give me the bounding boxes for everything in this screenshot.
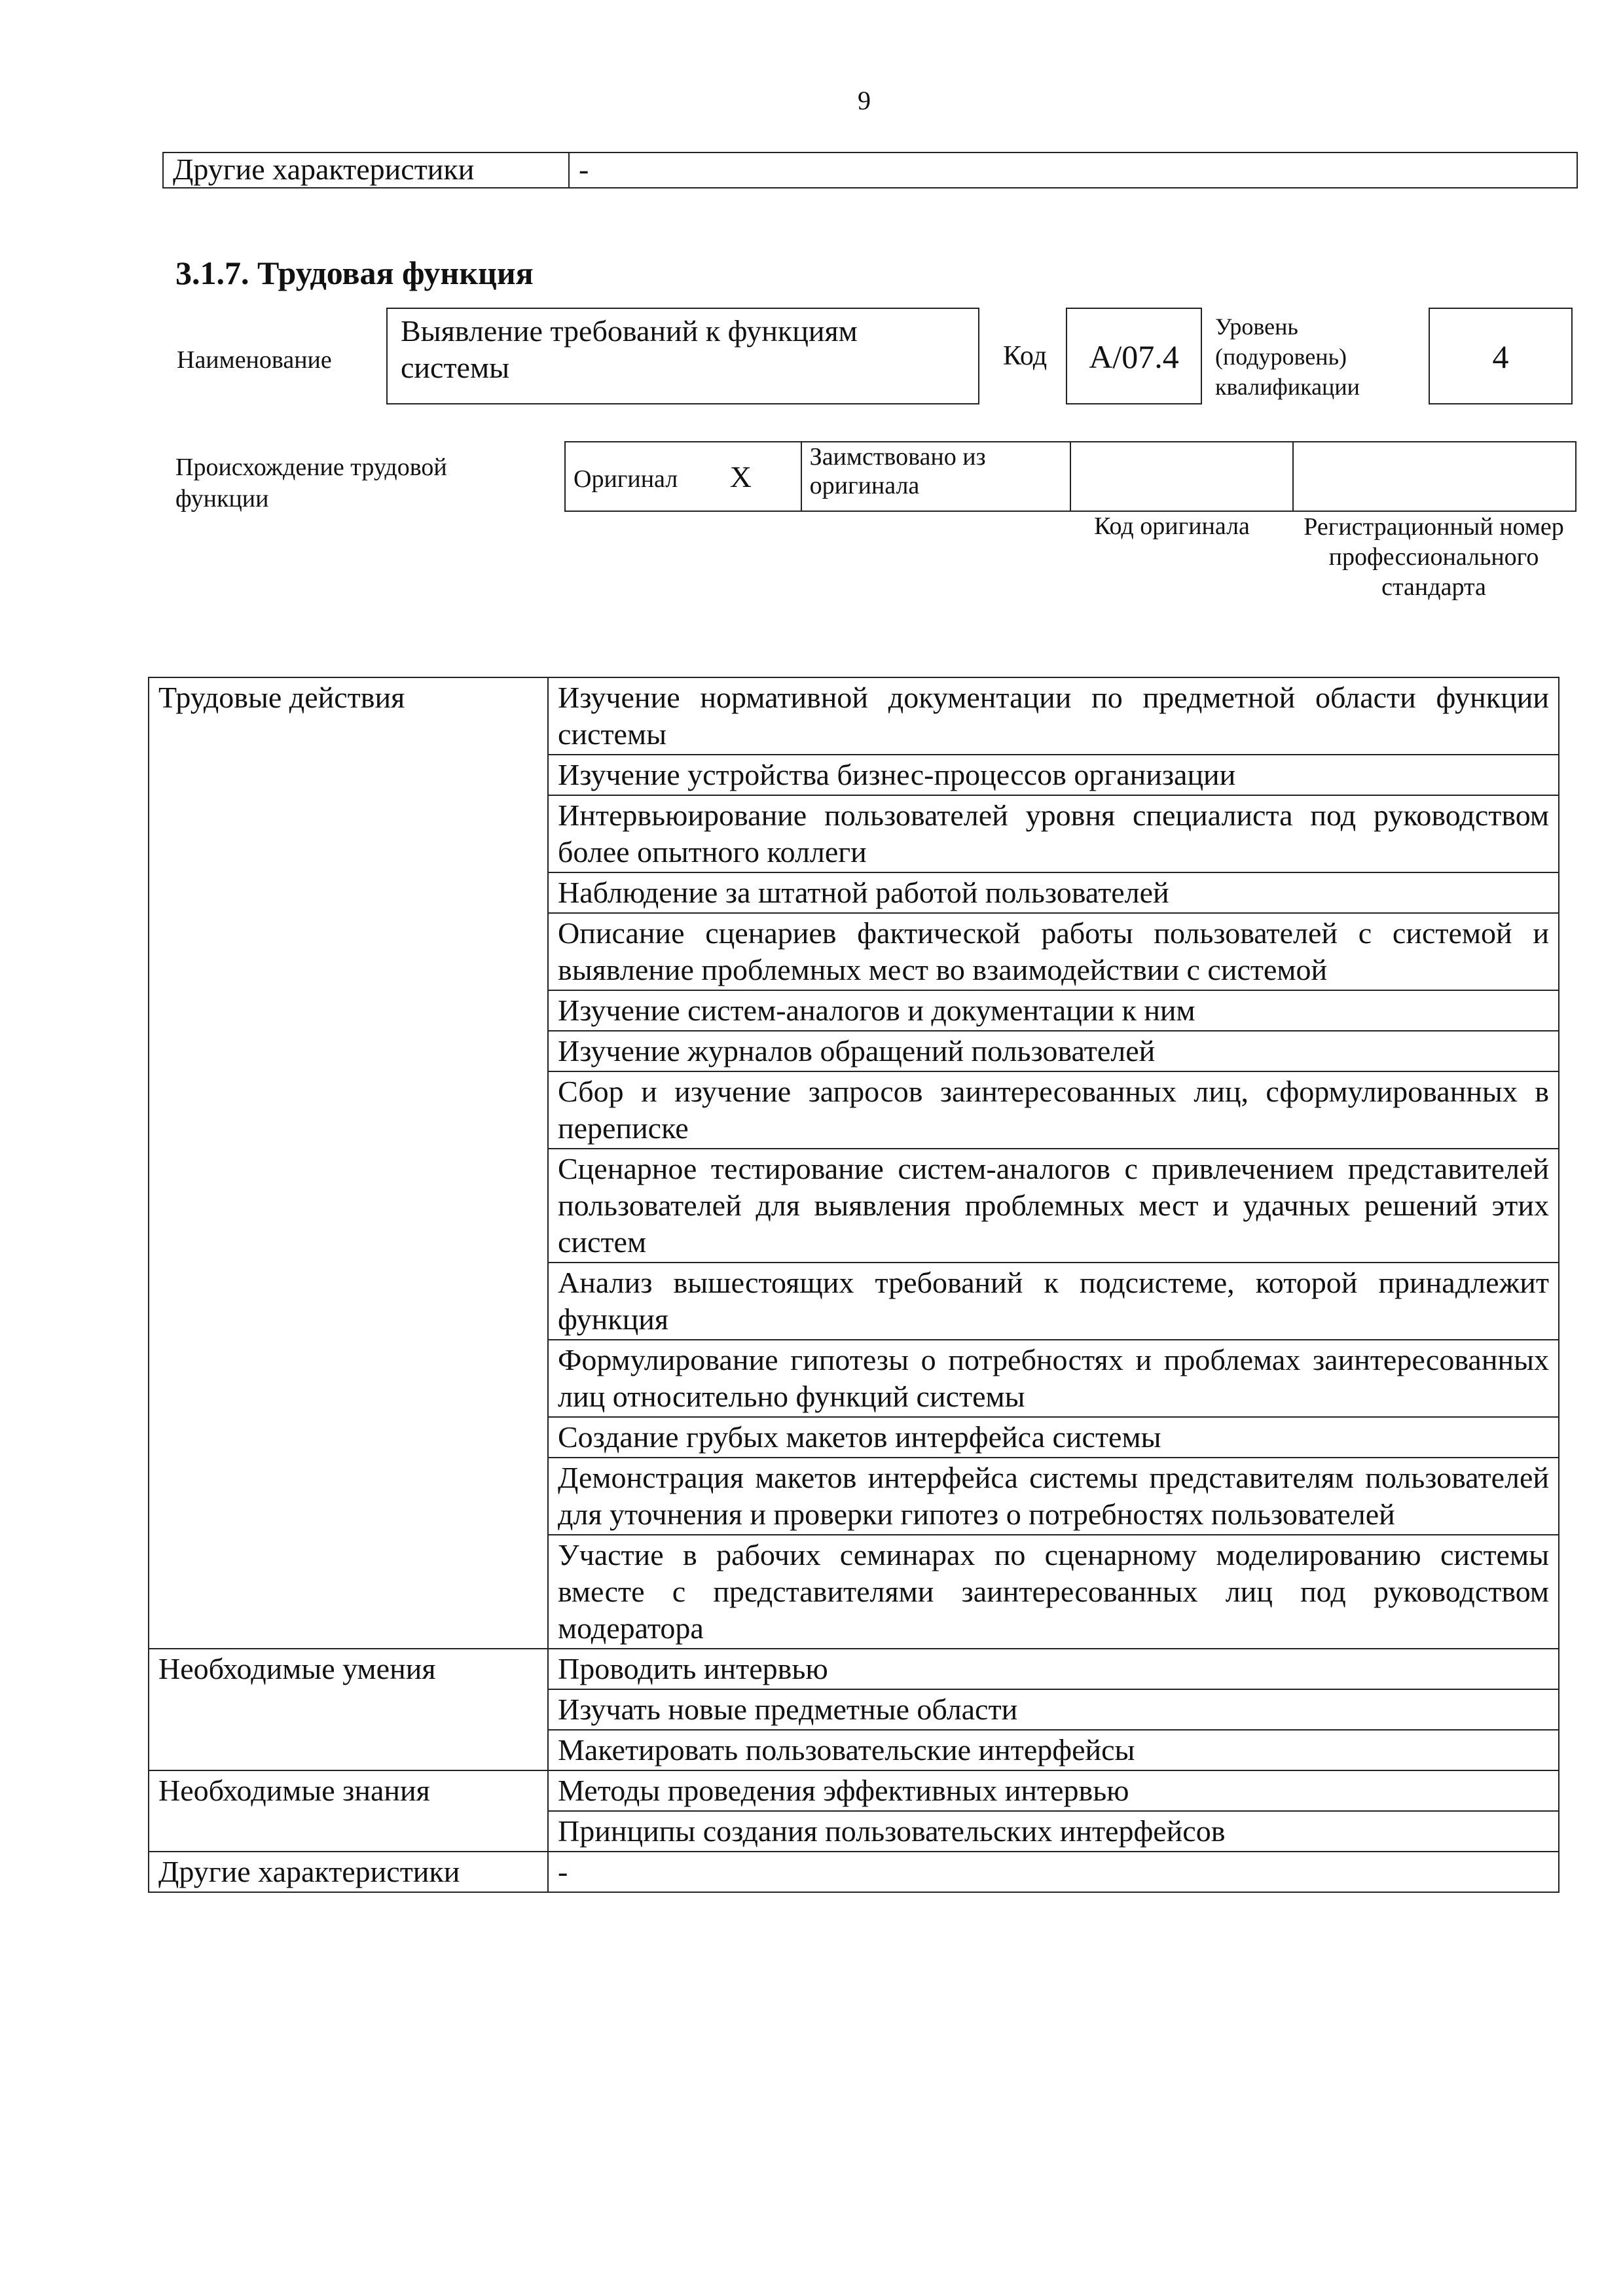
other-characteristics-label: Другие характеристики: [163, 152, 569, 188]
knowledge-item: Методы проведения эффективных интервью: [548, 1770, 1559, 1811]
labor-actions-item: Описание сценариев фактической работы пользователей с системой и выявление проблемных мест во взаимодействии с системой: [548, 913, 1559, 990]
labor-actions-item: Формулирование гипотезы о потребностях и проблемах заинтересованных лиц относительно функций системы: [548, 1340, 1559, 1417]
origin-original-cell: [565, 442, 801, 511]
labor-actions-item: Изучение журналов обращений пользователей: [548, 1031, 1559, 1071]
section-heading: 3.1.7. Трудовая функция: [175, 255, 534, 291]
other-characteristics-row: [149, 1852, 1559, 1892]
origin-label: Происхождение трудовой функции: [175, 454, 447, 512]
code-label: Код: [1003, 341, 1048, 371]
labor-actions-item: Изучение устройства бизнес-процессов организации: [548, 755, 1559, 795]
level-value: 4: [1492, 338, 1509, 375]
labor-function-table: [148, 677, 1559, 1893]
labor-actions-item: Участие в рабочих семинарах по сценарному моделированию системы вместе с представителями заинтересованных лиц под руководством модератора: [548, 1535, 1559, 1649]
skills-label: Необходимые умения: [149, 1649, 548, 1770]
labor-actions-label: Трудовые действия: [149, 677, 548, 1649]
origin-reg-cell: [1293, 442, 1576, 511]
page-number: 9: [858, 86, 871, 115]
labor-actions-item: Сбор и изучение запросов заинтересованных лиц, сформулированных в переписке: [548, 1071, 1559, 1149]
knowledge-row: [149, 1770, 1559, 1811]
skills-row: [149, 1649, 1559, 1689]
origin-code-cell: [1070, 442, 1293, 511]
other-characteristics-value: -: [569, 152, 1577, 188]
labor-actions-item: Наблюдение за штатной работой пользователей: [548, 872, 1559, 913]
labor-actions-item: Анализ вышестоящих требований к подсистеме, которой принадлежит функция: [548, 1263, 1559, 1340]
function-name-value: Выявление требований к функциям системы: [401, 314, 858, 384]
level-label: Уровень (подуровень) квалификации: [1215, 314, 1360, 400]
skills-item: Изучать новые предметные области: [548, 1689, 1559, 1730]
other-characteristics-label-bottom: Другие характеристики: [149, 1852, 548, 1892]
origin-reg-caption: Регистрационный номер профессионального стандарта: [1304, 513, 1564, 601]
function-name-box: [386, 308, 979, 404]
level-box: [1429, 308, 1573, 404]
code-box: [1066, 308, 1202, 404]
origin-borrowed-label: Заимствовано из оригинала: [809, 443, 986, 499]
code-value: A/07.4: [1089, 338, 1179, 375]
labor-actions-item: Демонстрация макетов интерфейса системы представителям пользователей для уточнения и проверки гипотез о потребностях пользователей: [548, 1458, 1559, 1535]
labor-actions-item: Сценарное тестирование систем-аналогов с привлечением представителей пользователей для выявления проблемных мест и удачных решений этих систем: [548, 1149, 1559, 1263]
origin-code-caption: Код оригинала: [1094, 512, 1250, 540]
knowledge-item: Принципы создания пользовательских интерфейсов: [548, 1811, 1559, 1852]
skills-item: Макетировать пользовательские интерфейсы: [548, 1730, 1559, 1770]
labor-actions-item: Интервьюирование пользователей уровня специалиста под руководством более опытного коллеги: [548, 795, 1559, 872]
labor-actions-item: Изучение нормативной документации по предметной области функции системы: [548, 677, 1559, 755]
labor-actions-row: [149, 677, 1559, 755]
origin-borrowed-cell: [801, 442, 1070, 511]
origin-original-label: Оригинал: [574, 465, 678, 493]
knowledge-label: Необходимые знания: [149, 1770, 548, 1852]
labor-actions-item: Создание грубых макетов интерфейса системы: [548, 1417, 1559, 1458]
other-characteristics-table: [162, 152, 1578, 188]
other-characteristics-value-bottom: -: [548, 1852, 1559, 1892]
name-label: Наименование: [177, 346, 332, 374]
skills-item: Проводить интервью: [548, 1649, 1559, 1689]
origin-original-mark: X: [729, 459, 752, 493]
origin-table: [564, 441, 1577, 512]
labor-actions-item: Изучение систем-аналогов и документации к ним: [548, 990, 1559, 1031]
